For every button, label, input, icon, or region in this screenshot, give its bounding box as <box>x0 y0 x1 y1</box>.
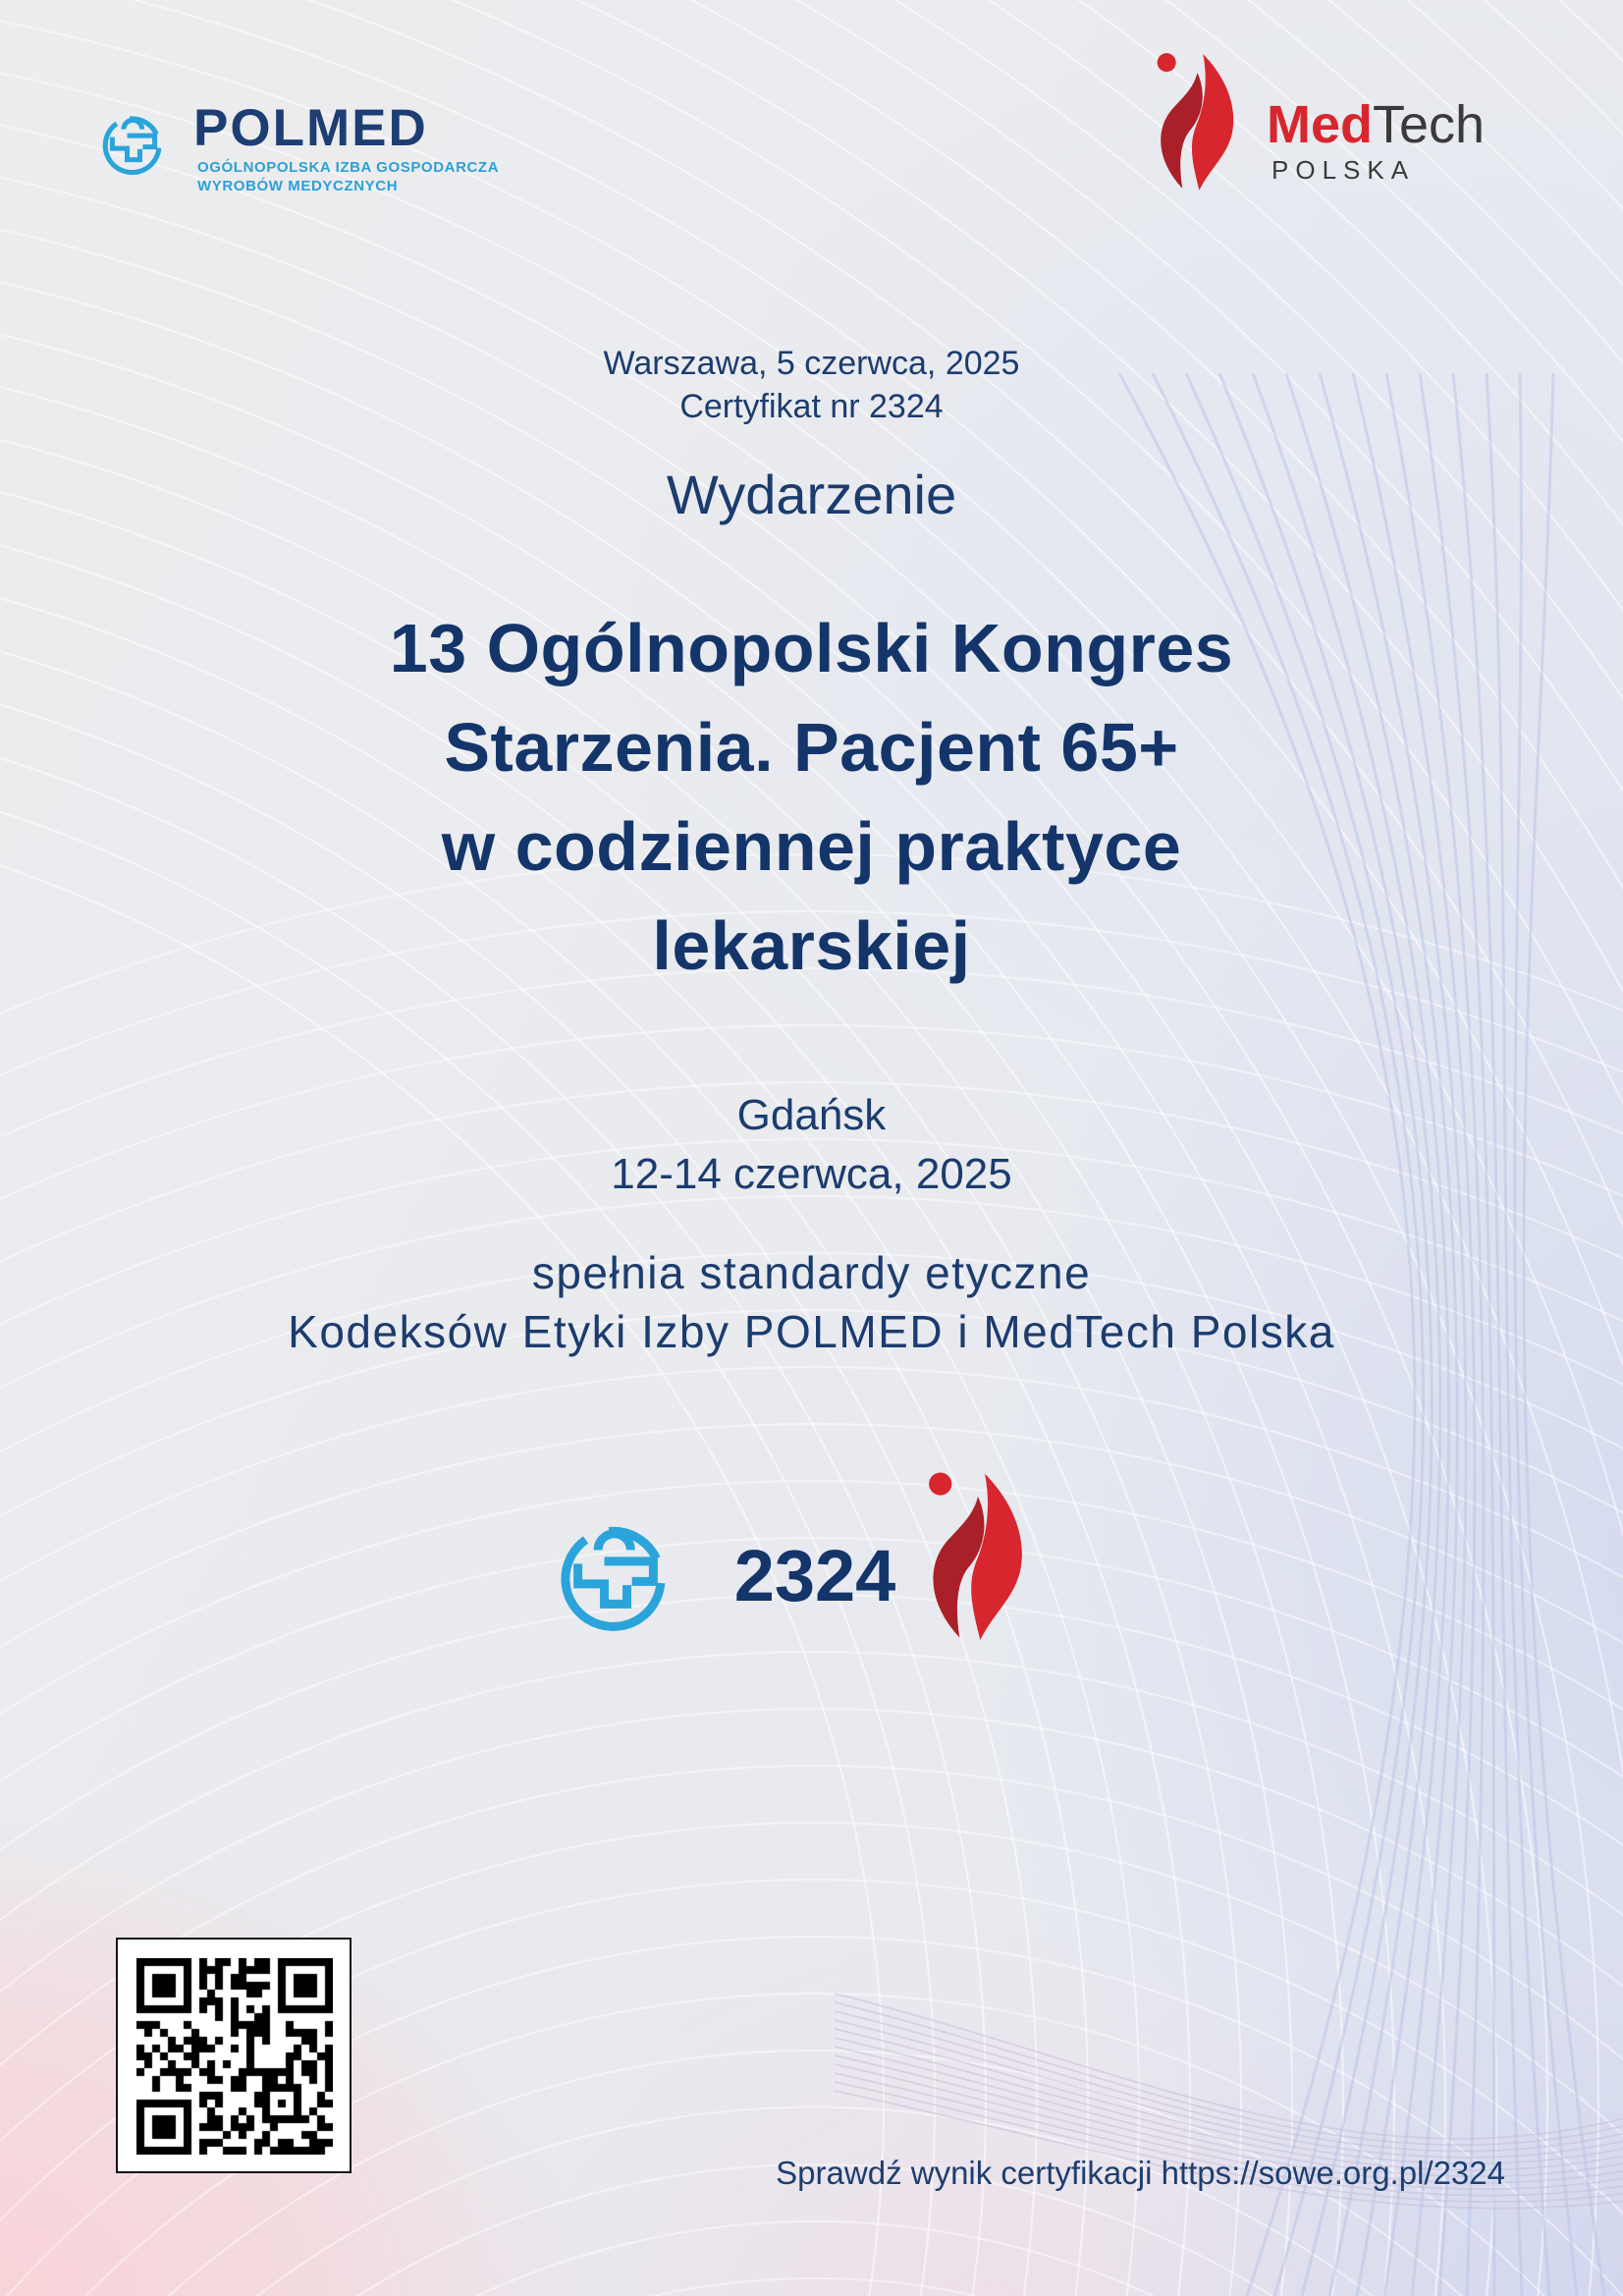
place-and-date: Warszawa, 5 czerwca, 2025 <box>603 345 1020 382</box>
ethics-statement <box>0 1243 1623 1361</box>
medtech-badge-icon <box>921 1469 1035 1640</box>
verify-link-text: Sprawdź wynik certyfikacji https://sowe.org.pl/2324 <box>776 2155 1505 2191</box>
polmed-subtitle-line1: OGÓLNOPOLSKA IZBA GOSPODARCZA <box>197 159 500 176</box>
polmed-subtitle-line2: WYROBÓW MEDYCZNYCH <box>197 178 399 194</box>
medtech-wordmark-tech: Tech <box>1373 95 1486 154</box>
certificate-meta <box>0 342 1623 428</box>
event-title-line4: lekarskiej <box>652 907 971 984</box>
section-heading: Wydarzenie <box>666 464 957 525</box>
polmed-logo-subtitle <box>197 158 499 195</box>
medtech-logo-subtitle: POLSKA <box>1271 155 1416 185</box>
medtech-wordmark-med: Med <box>1267 95 1373 154</box>
polmed-wordmark: POLMED <box>193 99 428 157</box>
event-title-line2: Starzenia. Pacjent 65+ <box>444 709 1179 786</box>
event-title-line1: 13 Ogólnopolski Kongres <box>389 610 1234 686</box>
event-city: Gdańsk <box>736 1091 887 1139</box>
certificate-number-badge: 2324 <box>733 1535 896 1616</box>
medtech-logo-icon <box>1151 49 1244 191</box>
qr-code-frame <box>116 1938 352 2173</box>
event-title-line3: w codziennej praktyce <box>441 808 1182 885</box>
event-dates: 12-14 czerwca, 2025 <box>611 1150 1012 1198</box>
certificate-number-line: Certyfikat nr 2324 <box>679 388 944 425</box>
event-title <box>0 599 1623 996</box>
ethics-statement-line2: Kodeksów Etyki Izby POLMED i MedTech Polska <box>288 1306 1335 1357</box>
medtech-wordmark <box>1267 95 1486 154</box>
polmed-badge-icon <box>553 1512 678 1643</box>
qr-code <box>136 1958 333 2155</box>
event-location-dates <box>0 1086 1623 1204</box>
ethics-statement-line1: spełnia standardy etyczne <box>531 1247 1092 1298</box>
polmed-logo-icon <box>98 108 169 182</box>
